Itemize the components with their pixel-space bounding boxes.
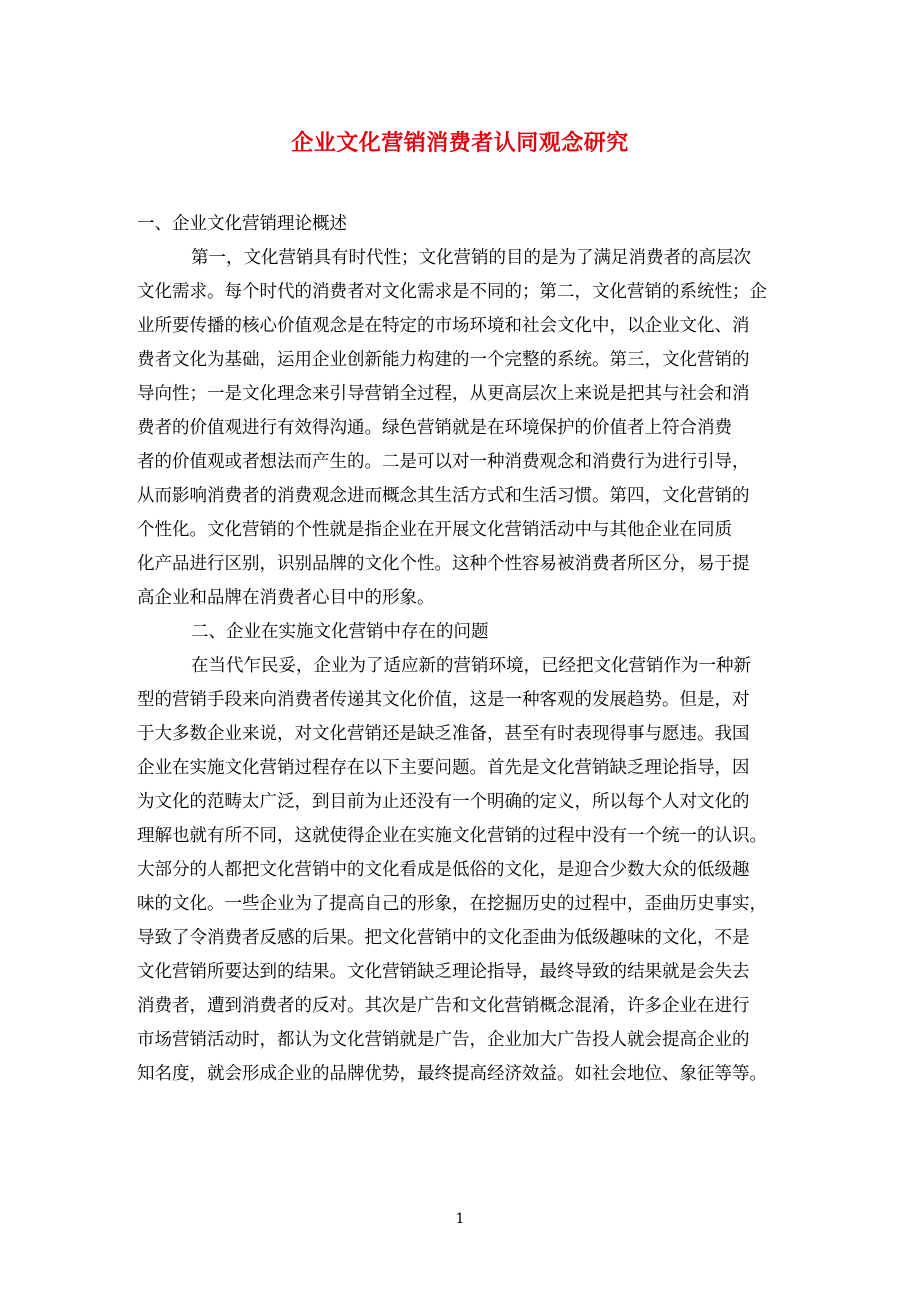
body-line: 味的文化。一些企业为了提高自己的形象，在挖掘历史的过程中，歪曲历史事实， <box>137 894 767 914</box>
heading-section-2: 二、企业在实施文化营销中存在的问题 <box>191 622 489 642</box>
body-line: 在当代乍民妥，企业为了适应新的营销环境，已经把文化营销作为一种新 <box>191 656 751 676</box>
body-line: 第一，文化营销具有时代性；文化营销的目的是为了满足消费者的高层次 <box>191 248 751 268</box>
page-number: 1 <box>455 1211 465 1227</box>
body-line: 市场营销活动时，都认为文化营销就是广告，企业加大广告投人就会提高企业的 <box>137 1030 750 1050</box>
body-line: 大部分的人都把文化营销中的文化看成是低俗的文化，是迎合少数大众的低级趣 <box>137 860 750 880</box>
body-line: 于大多数企业来说，对文化营销还是缺乏准备，甚至有时表现得事与愿违。我国 <box>137 724 750 744</box>
body-line: 费者文化为基础，运用企业创新能力构建的一个完整的系统。第三，文化营销的 <box>137 350 750 370</box>
body-line: 费者的价值观进行有效得沟通。绿色营销就是在环境保护的价值者上符合消费 <box>137 418 732 438</box>
body-line: 企业在实施文化营销过程存在以下主要问题。首先是文化营销缺乏理论指导，因 <box>137 758 750 778</box>
document-title: 企业文化营销消费者认同观念研究 <box>291 130 629 156</box>
body-line: 型的营销手段来向消费者传递其文化价值，这是一种客观的发展趋势。但是，对 <box>137 690 750 710</box>
body-line: 导致了令消费者反感的后果。把文化营销中的文化歪曲为低级趣味的文化，不是 <box>137 928 750 948</box>
body-line: 化产品进行区别，识别品牌的文化个性。这种个性容易被消费者所区分，易于提 <box>137 554 750 574</box>
body-line: 知名度，就会形成企业的品牌优势，最终提高经济效益。如社会地位、象征等等。 <box>137 1064 767 1084</box>
body-line: 消费者，遭到消费者的反对。其次是广告和文化营销概念混淆，许多企业在进行 <box>137 996 750 1016</box>
heading-section-1: 一、企业文化营销理论概述 <box>137 214 347 234</box>
body-line: 业所要传播的核心价值观念是在特定的市场环境和社会文化中，以企业文化、消 <box>137 316 750 336</box>
body-line: 导向性；一是文化理念来引导营销全过程，从更高层次上来说是把其与社会和消 <box>137 384 750 404</box>
body-line: 为文化的范畴太广泛，到目前为止还没有一个明确的定义，所以每个人对文化的 <box>137 792 750 812</box>
body-line: 高企业和品牌在消费者心目中的形象。 <box>137 588 435 608</box>
body-line: 个性化。文化营销的个性就是指企业在开展文化营销活动中与其他企业在同质 <box>137 520 732 540</box>
body-line: 者的价值观或者想法而产生的。二是可以对一种消费观念和消费行为进行引导， <box>137 452 750 472</box>
body-line: 文化营销所要达到的结果。文化营销缺乏理论指导，最终导致的结果就是会失去 <box>137 962 750 982</box>
body-line: 理解也就有所不同，这就使得企业在实施文化营销的过程中没有一个统一的认识。 <box>137 826 767 846</box>
body-line: 从而影响消费者的消费观念进而概念其生活方式和生活习惯。第四，文化营销的 <box>137 486 750 506</box>
body-line: 文化需求。每个时代的消费者对文化需求是不同的；第二，文化营销的系统性；企 <box>137 282 767 302</box>
